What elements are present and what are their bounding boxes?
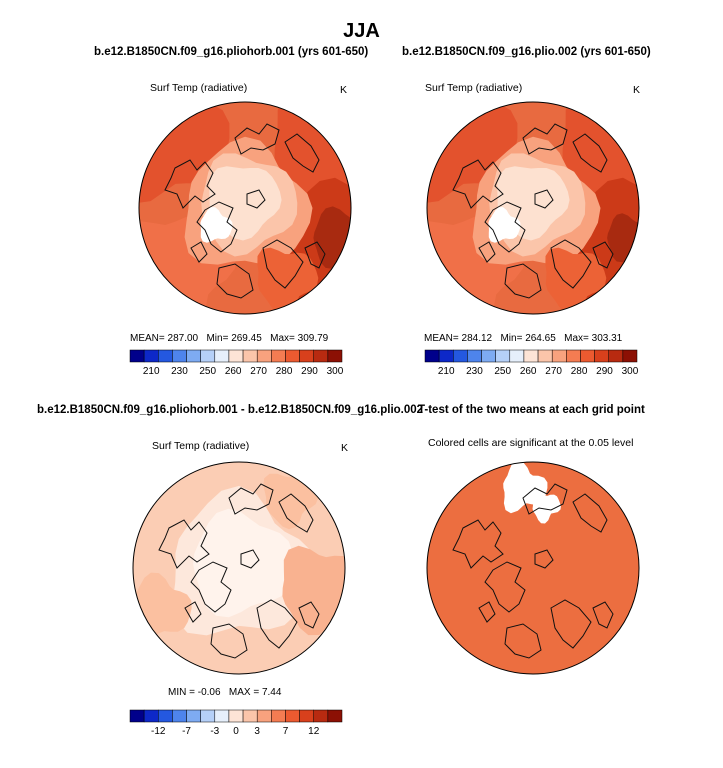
panel-3-min-value: -0.06 — [197, 687, 221, 698]
cbar2-tick-label: 250 — [494, 366, 512, 377]
panel-1-title: b.e12.B1850CN.f09_g16.pliohorb.001 (yrs 601-650) — [94, 46, 369, 58]
cbar1-tick-label: 280 — [275, 366, 293, 377]
panel-1-variable-label: Surf Temp (radiative) — [150, 82, 248, 94]
panel-3-stats — [168, 687, 281, 698]
cbar1-swatch — [328, 350, 342, 362]
cbar2-swatch — [453, 350, 467, 362]
panel-4-title: T-test of the two means at each grid point — [418, 404, 645, 416]
cbar1-tick-label: 210 — [142, 366, 160, 377]
cbar3-swatch — [243, 710, 257, 722]
cbar3-swatch — [300, 710, 314, 722]
panel-3-max-label: MAX = — [228, 687, 260, 698]
cbar1-swatch — [215, 350, 229, 362]
cbar3-swatch — [187, 710, 201, 722]
cbar1-tick-label: 260 — [224, 366, 242, 377]
cbar3-tick-label: 3 — [254, 726, 260, 737]
cbar2-swatch — [566, 350, 580, 362]
cbar2-swatch — [552, 350, 566, 362]
panel-3-units: K — [341, 442, 349, 454]
panel-4-subtitle: Colored cells are significant at the 0.05 level — [428, 437, 634, 449]
cbar3-swatch — [271, 710, 285, 722]
cbar2-tick-label: 230 — [466, 366, 483, 377]
panel-3-max-value: 7.44 — [261, 687, 282, 698]
cbar1-swatch — [257, 350, 271, 362]
panel-1-stats — [130, 333, 328, 344]
cbar1-swatch — [285, 350, 299, 362]
cbar2-tick-label: 210 — [437, 366, 455, 377]
cbar3-swatch — [144, 710, 158, 722]
panel-1-min-label: Min= — [206, 333, 229, 344]
cbar1-swatch — [158, 350, 172, 362]
panel-3-variable-label: Surf Temp (radiative) — [152, 440, 250, 452]
cbar1-swatch — [201, 350, 215, 362]
panel-2-min-value: 264.65 — [525, 333, 556, 344]
panel-2-polar-map — [423, 98, 643, 318]
panel-2-mean-label: MEAN= — [424, 333, 459, 344]
panel-2-stats — [424, 333, 622, 344]
cbar3-swatch — [229, 710, 243, 722]
panel-1-mean-value: 287.00 — [167, 333, 199, 344]
panel-1-polar-map — [135, 98, 355, 318]
panel-2-units: K — [633, 84, 641, 96]
panel-1-mean-label: MEAN= — [130, 333, 165, 344]
panel-2-title: b.e12.B1850CN.f09_g16.plio.002 (yrs 601-650) — [402, 46, 651, 58]
cbar3-tick-label: 7 — [282, 726, 289, 737]
panel-4-polar-map — [423, 458, 643, 678]
cbar3-swatch — [215, 710, 229, 722]
page-title: JJA — [343, 20, 380, 42]
cbar1-swatch — [314, 350, 328, 362]
panel-2-variable-label: Surf Temp (radiative) — [425, 82, 523, 94]
cbar1-tick-label: 250 — [199, 366, 217, 377]
cbar3-swatch — [257, 710, 271, 722]
cbar1-swatch — [271, 350, 285, 362]
cbar1-swatch — [172, 350, 186, 362]
cbar3-swatch — [314, 710, 328, 722]
cbar2-swatch — [496, 350, 510, 362]
cbar2-swatch — [538, 350, 552, 362]
cbar1-swatch — [187, 350, 201, 362]
cbar3-swatch — [328, 710, 342, 722]
cbar3-tick-label: -3 — [210, 726, 220, 737]
panel-2-colorbar — [425, 350, 637, 380]
panel-1-colorbar — [130, 350, 342, 380]
cbar3-swatch — [158, 710, 172, 722]
cbar1-swatch — [300, 350, 314, 362]
cbar1-swatch — [229, 350, 243, 362]
panel-1-max-value: 309.79 — [297, 333, 329, 344]
panel-2-min-label: Min= — [500, 333, 523, 344]
cbar1-tick-label: 300 — [326, 366, 344, 377]
cbar1-swatch — [130, 350, 144, 362]
cbar2-swatch — [425, 350, 439, 362]
cbar3-swatch — [201, 710, 215, 722]
cbar3-tick-label: -7 — [182, 726, 191, 737]
panel-1-max-label: Max= — [270, 333, 295, 344]
cbar2-swatch — [623, 350, 637, 362]
cbar2-tick-label: 280 — [570, 366, 588, 377]
panel-1-units: K — [340, 84, 348, 96]
cbar2-tick-label: 290 — [596, 366, 613, 377]
cbar2-swatch — [524, 350, 538, 362]
cbar3-swatch — [172, 710, 186, 722]
cbar3-swatch — [285, 710, 299, 722]
cbar2-swatch — [467, 350, 481, 362]
cbar1-swatch — [144, 350, 158, 362]
cbar3-tick-label: 0 — [233, 726, 239, 737]
cbar3-tick-label: 12 — [308, 726, 320, 737]
cbar1-swatch — [243, 350, 257, 362]
cbar2-swatch — [595, 350, 609, 362]
panel-3-polar-map — [129, 458, 349, 678]
cbar2-swatch — [482, 350, 496, 362]
cbar2-swatch — [580, 350, 594, 362]
panel-2-max-value: 303.31 — [591, 333, 623, 344]
cbar1-tick-label: 290 — [301, 366, 318, 377]
panel-1-min-value: 269.45 — [231, 333, 262, 344]
cbar2-tick-label: 300 — [621, 366, 639, 377]
cbar2-swatch — [609, 350, 623, 362]
cbar3-swatch — [130, 710, 144, 722]
cbar3-tick-label: -12 — [151, 726, 166, 737]
panel-2-mean-value: 284.12 — [461, 333, 493, 344]
panel-3-min-label: MIN = — [168, 687, 195, 698]
cbar2-swatch — [439, 350, 453, 362]
panel-3-title: b.e12.B1850CN.f09_g16.pliohorb.001 - b.e12.B1850CN.f09_g16.plio.002 — [37, 404, 424, 416]
cbar2-tick-label: 270 — [545, 366, 562, 377]
cbar2-swatch — [510, 350, 524, 362]
panel-3-colorbar — [130, 710, 342, 740]
panel-2-max-label: Max= — [564, 333, 589, 344]
cbar1-tick-label: 230 — [171, 366, 188, 377]
cbar2-tick-label: 260 — [519, 366, 537, 377]
cbar1-tick-label: 270 — [250, 366, 267, 377]
